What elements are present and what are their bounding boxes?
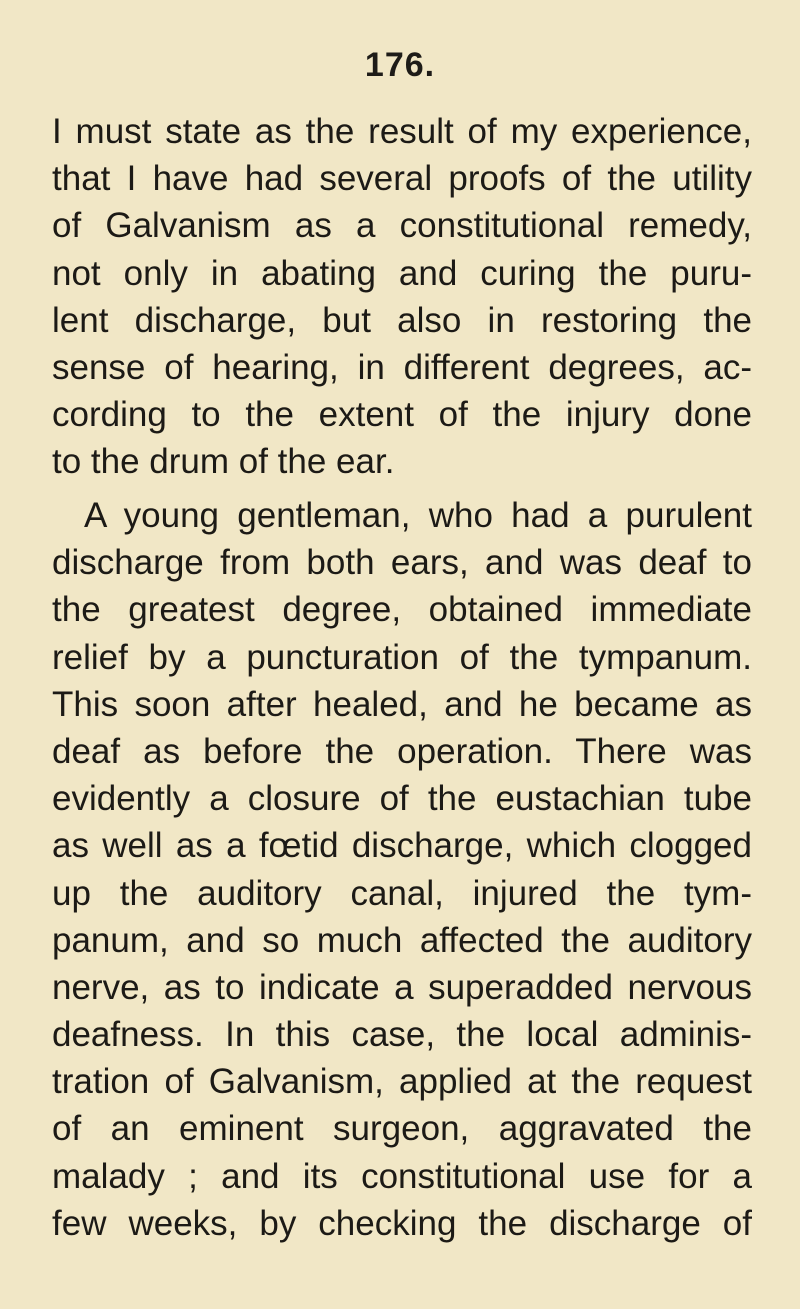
text-line: of Galvanism as a constitutional remedy, <box>52 206 752 246</box>
text-line: that I have had several proofs of the utility <box>52 159 752 199</box>
text-line: as well as a fœtid discharge, which clogged <box>52 826 752 866</box>
text-line: not only in abating and curing the puru- <box>52 253 752 293</box>
text-line: evidently a closure of the eustachian tube <box>52 779 752 819</box>
paragraph-1 <box>52 108 752 486</box>
text-line: deaf as before the operation. There was <box>52 731 752 771</box>
text-line: I must state as the result of my experience, <box>52 112 752 151</box>
text-line: the greatest degree, obtained immediate <box>52 590 752 630</box>
text-line: cording to the extent of the injury done <box>52 395 752 435</box>
text-line: panum, and so much affected the auditory <box>52 920 752 960</box>
text-line: sense of hearing, in different degrees, ac- <box>52 347 752 387</box>
text-line: tration of Galvanism, applied at the request <box>52 1062 752 1102</box>
text-line: relief by a puncturation of the tympanum. <box>52 637 752 677</box>
text-line: deafness. In this case, the local adminis- <box>52 1015 752 1055</box>
text-line: up the auditory canal, injured the tym- <box>52 873 752 913</box>
page-number: 176. <box>364 46 436 84</box>
text-line: lent discharge, but also in restoring the <box>52 300 752 340</box>
paragraph-2 <box>52 492 752 1247</box>
text-line: malady ; and its constitutional use for a <box>52 1156 752 1196</box>
text-line: few weeks, by checking the discharge of <box>52 1203 752 1243</box>
text-line: discharge from both ears, and was deaf to <box>52 543 752 583</box>
text-line: A young gentleman, who had a purulent <box>84 496 752 535</box>
text-line: This soon after healed, and he became as <box>52 684 752 724</box>
text-line: to the drum of the ear. <box>52 442 395 482</box>
text-line: nerve, as to indicate a superadded nervous <box>52 967 752 1007</box>
text-line: of an eminent surgeon, aggravated the <box>52 1109 752 1149</box>
